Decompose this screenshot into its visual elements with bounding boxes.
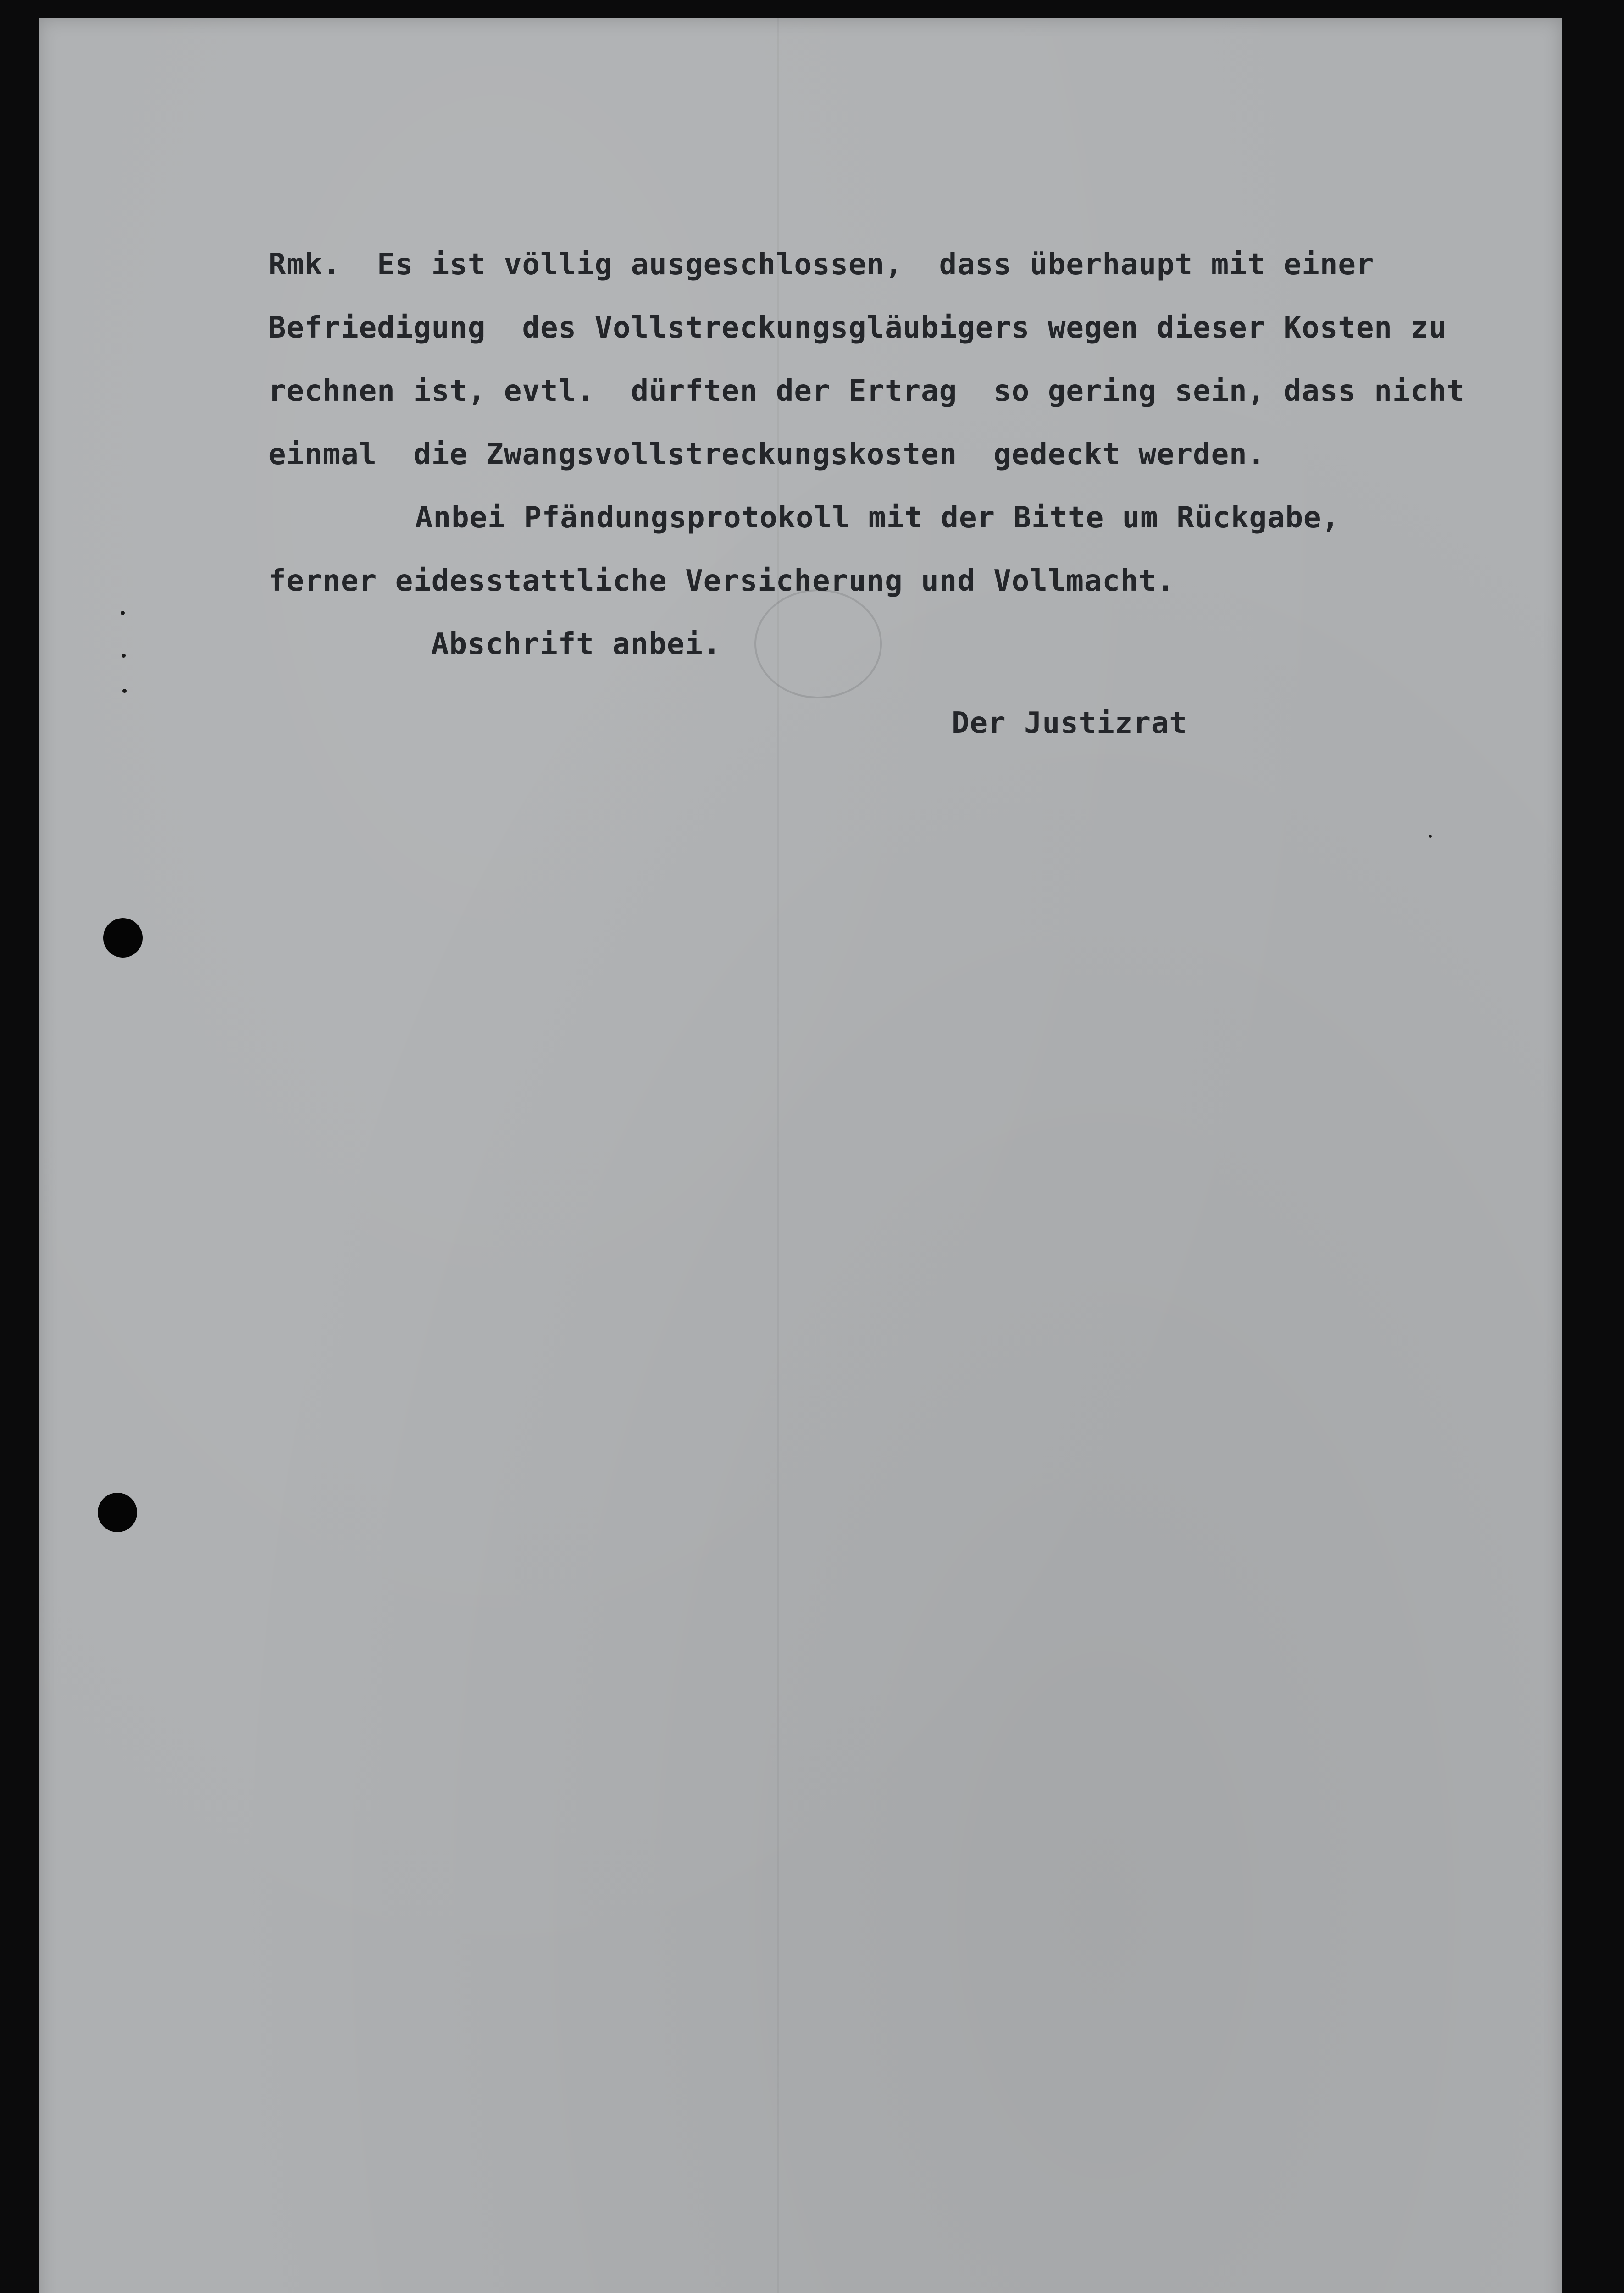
body-line: Befriedigung des Vollstreckungsgläubigers wegen dieser Kosten zu (268, 311, 1447, 345)
document-page (39, 18, 1562, 2293)
body-line: einmal die Zwangsvollstreckungskosten gedeckt werden. (268, 438, 1266, 471)
signature-line: Der Justizrat (952, 706, 1187, 740)
body-line: rechnen ist, evtl. dürften der Ertrag so gering sein, dass nicht (268, 374, 1465, 408)
letter-body (39, 18, 1562, 2293)
enclosure-note: Abschrift anbei. (431, 627, 721, 661)
body-line: ferner eidesstattliche Versicherung und Vollmacht. (268, 564, 1175, 598)
body-line: Rmk. Es ist völlig ausgeschlossen, dass überhaupt mit einer (268, 248, 1375, 282)
body-line: Anbei Pfändungsprotokoll mit der Bitte um Rückgabe, (415, 501, 1340, 535)
